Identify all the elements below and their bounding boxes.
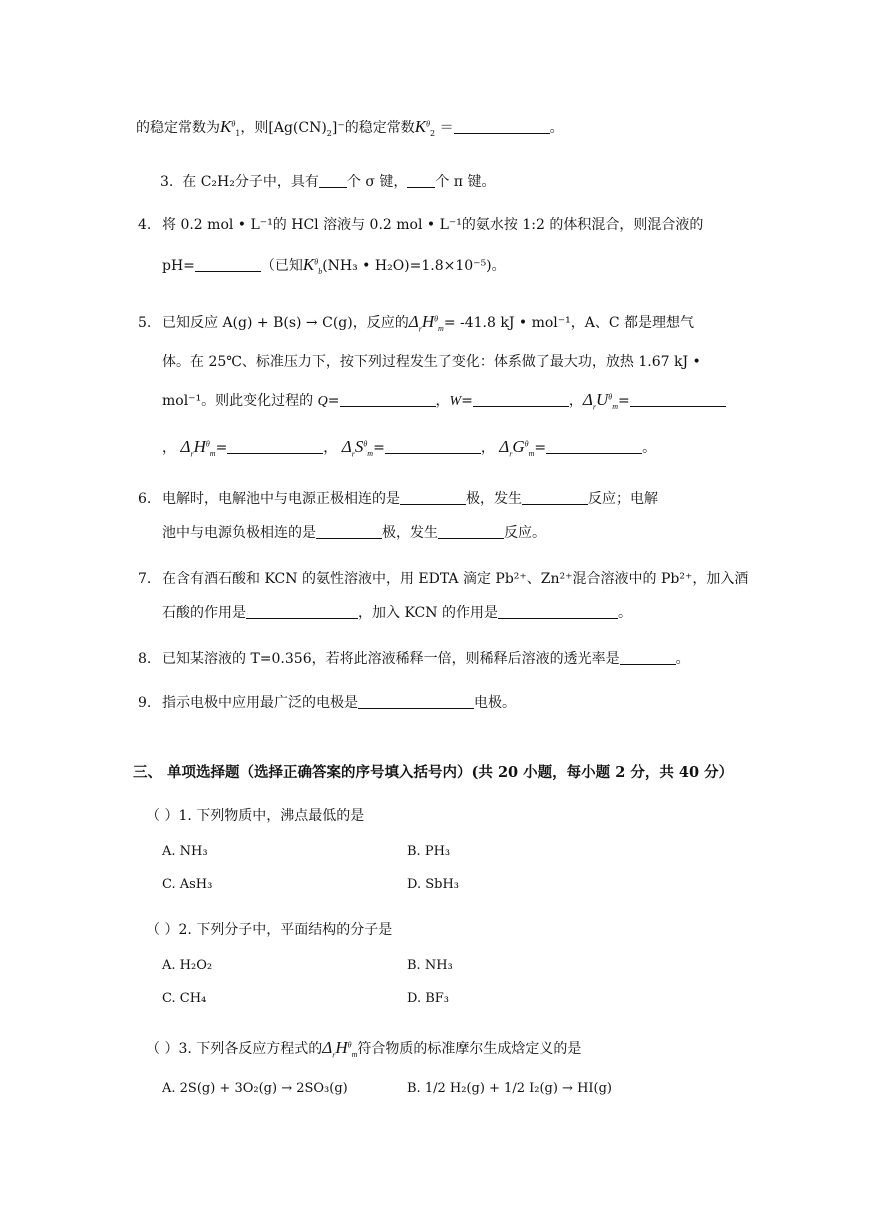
mc-2-option-b[interactable]: B. NH₃ <box>407 958 453 973</box>
question-7-line2: 石酸的作用是 ，加入 KCN 的作用是 。 <box>162 605 632 621</box>
mc-2-option-a[interactable]: A. H₂O₂ <box>162 958 213 973</box>
answer-blank[interactable] <box>316 524 382 539</box>
k1-symbol: K <box>220 117 232 136</box>
mc-question-2: （ ）2. 下列分子中，平面结构的分子是 <box>146 922 393 938</box>
question-4: 4. 将 0.2 mol • L⁻¹的 HCl 溶液与 0.2 mol • L⁻¹的氨水按 1:2 的体积混合，则混合液的 <box>138 217 704 233</box>
mc-question-1: （ ）1. 下列物质中，沸点最低的是 <box>146 808 365 824</box>
section-3-heading: 三、 单项选择题（选择正确答案的序号填入括号内）(共 20 小题，每小题 2 分，共 40 分） <box>133 764 734 781</box>
question-9: 9. 指示电极中应用最广泛的电极是 电极。 <box>138 695 516 711</box>
answer-blank[interactable] <box>319 173 347 188</box>
answer-blank[interactable] <box>400 490 466 505</box>
question-6-line2: 池中与电源负极相连的是 极，发生 反应。 <box>162 525 546 541</box>
question-4-line2: pH= （已知$K^\theta_b(NH_3$ • H₂O)=1.8×10⁻⁵)。 <box>162 255 506 276</box>
question-7: 7. 在含有酒石酸和 KCN 的氨性溶液中，用 EDTA 滴定 Pb²⁺、Zn²⁺混合溶液中的 Pb²⁺，加入酒 <box>138 571 749 587</box>
delta-r-h-symbol: $\Delta_rH$ <box>180 437 206 459</box>
q2-continuation: 的稳定常数为$K^\theta_1$，则$[Ag(CN)_2]^-$的稳定常数$K^\theta_2$ ＝ 。 <box>136 117 564 138</box>
question-8: 8. 已知某溶液的 T=0.356，若将此溶液稀释一倍，则稀释后溶液的透光率是 。 <box>138 651 690 667</box>
mc-1-option-a[interactable]: A. NH₃ <box>162 844 208 859</box>
k2-symbol: K <box>414 117 427 136</box>
mc-1-option-c[interactable]: C. AsH₃ <box>162 877 213 892</box>
delta-r-u-symbol: $\Delta_rU$ <box>582 390 609 412</box>
answer-blank[interactable] <box>227 439 323 454</box>
answer-blank[interactable] <box>385 439 481 454</box>
delta-r-h-symbol: $\Delta_rH$ <box>322 1038 348 1060</box>
answer-blank[interactable] <box>498 604 618 619</box>
mc-1-option-b[interactable]: B. PH₃ <box>407 844 451 859</box>
mc-1-option-d[interactable]: D. SbH₃ <box>407 877 459 892</box>
answer-blank[interactable] <box>522 490 588 505</box>
question-6: 6. 电解时，电解池中与电源正极相连的是 极，发生 反应；电解 <box>138 491 658 507</box>
question-5-line2: 体。在 25℃、标准压力下，按下列过程发生了变化：体系做了最大功，放热 1.67 kJ • <box>162 354 701 370</box>
kb-symbol: K <box>302 255 315 274</box>
mc-2-option-c[interactable]: C. CH₄ <box>162 991 207 1006</box>
question-3: 3. 在 C₂H₂分子中，具有 个 σ 键， 个 π 键。 <box>160 174 496 190</box>
delta-r-s-symbol: $\Delta_rS$ <box>341 437 364 459</box>
question-5-line4: ， $\Delta_rH^\theta_m=$ ， $\Delta_rS^\theta_m=$ ， $\Delta_rG^\theta_m=$ 。 <box>162 437 657 459</box>
answer-blank[interactable] <box>473 392 569 407</box>
answer-blank[interactable] <box>407 173 435 188</box>
delta-r-h-symbol: $\Delta_rH$ <box>408 312 435 334</box>
answer-blank[interactable] <box>546 439 642 454</box>
mc-3-option-a[interactable]: A. 2S(g) + 3O₂(g) → 2SO₃(g) <box>162 1081 348 1096</box>
answer-blank[interactable] <box>246 604 358 619</box>
mc-3-option-b[interactable]: B. 1/2 H₂(g) + 1/2 I₂(g) → HI(g) <box>407 1081 613 1096</box>
question-5-line3: mol⁻¹。则此变化过程的 Q= ，W= ，$\Delta_rU^\theta_m=$ <box>162 390 726 412</box>
answer-blank[interactable] <box>454 119 550 134</box>
mc-question-3: （ ）3. 下列各反应方程式的$\Delta_rH^\theta_m$符合物质的标准摩尔生成焓定义的是 <box>146 1038 582 1060</box>
answer-blank[interactable] <box>438 524 504 539</box>
answer-blank[interactable] <box>195 257 261 272</box>
answer-blank[interactable] <box>620 650 676 665</box>
mc-2-option-d[interactable]: D. BF₃ <box>407 991 450 1006</box>
answer-blank[interactable] <box>340 392 436 407</box>
answer-blank[interactable] <box>358 694 474 709</box>
answer-blank[interactable] <box>630 392 726 407</box>
question-5: 5. 已知反应 A(g) + B(s) → C(g)，反应的$\Delta_rH^\theta_m= -41.8$ kJ • mol⁻¹，A、C 都是理想气 <box>138 312 695 334</box>
delta-r-g-symbol: $\Delta_rG$ <box>499 437 525 459</box>
